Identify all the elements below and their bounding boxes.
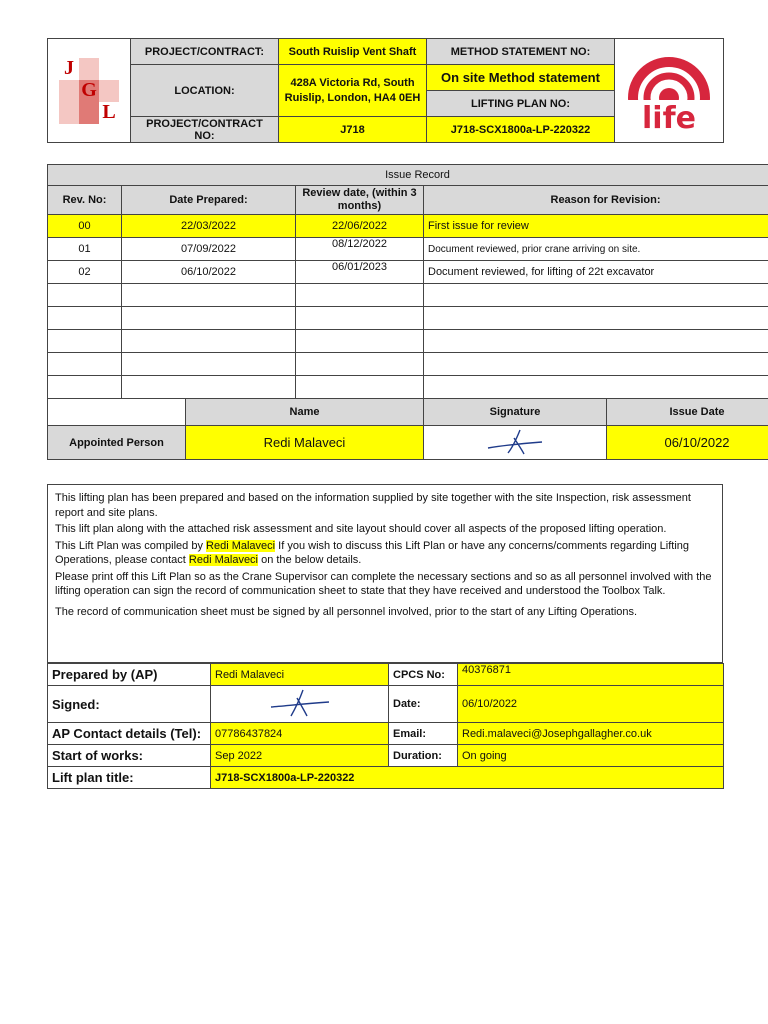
signature-icon	[480, 426, 550, 456]
blank-corner	[48, 399, 186, 426]
logo-letter-g: G	[79, 80, 99, 102]
note-paragraph: This lift plan along with the attached risk assessment and site layout should cover all aspects of the proposed lifting operation.	[55, 523, 667, 535]
location-value: 428A Victoria Rd, South Ruislip, London, HA4 0EH	[279, 65, 427, 117]
note-paragraph: The record of communication sheet must be signed by all personnel involved, prior to the start of any Lifting Operations.	[55, 605, 638, 618]
table-row	[48, 261, 768, 284]
review-cell: 08/12/2022	[296, 238, 424, 261]
life-logo	[615, 39, 724, 143]
reason-cell: First issue for review	[424, 215, 768, 238]
cpcs-label: CPCS No:	[389, 664, 458, 686]
method-statement-label: METHOD STATEMENT NO:	[427, 39, 615, 65]
signature-cell	[424, 426, 607, 460]
note-paragraph: Please print off this Lift Plan so as the Crane Supervisor can complete the necessary sections and so as all personnel involved with the lifting operation can sign the record of communication sheet to state that they have received and understood the Toolbox Talk.	[55, 570, 712, 597]
life-logo-icon	[621, 48, 717, 134]
life-logo-text: life	[642, 100, 696, 134]
empty-row	[48, 284, 768, 307]
contact-value: 07786437824	[211, 723, 389, 745]
contact-label: AP Contact details (Tel):	[48, 723, 211, 745]
prepared-by-table	[47, 663, 724, 789]
date-cell: 07/09/2022	[122, 238, 296, 261]
cpcs-value: 40376871	[458, 664, 724, 686]
empty-row	[48, 307, 768, 330]
review-cell: 06/01/2023	[296, 261, 424, 284]
reason-cell: Document reviewed, prior crane arriving on site.	[424, 238, 768, 261]
appointed-person-name: Redi Malaveci	[186, 426, 424, 460]
col-date-prepared: Date Prepared:	[122, 186, 296, 215]
table-row	[48, 238, 768, 261]
date-label: Date:	[389, 686, 458, 723]
col-name: Name	[186, 399, 424, 426]
col-issue-date: Issue Date	[607, 399, 768, 426]
logo-letter-l: L	[99, 102, 119, 124]
location-label: LOCATION:	[131, 65, 279, 117]
prepared-by-label: Prepared by (AP)	[48, 664, 211, 686]
signed-signature-cell	[211, 686, 389, 723]
empty-row	[48, 330, 768, 353]
reason-cell: Document reviewed, for lifting of 22t excavator	[424, 261, 768, 284]
start-value: Sep 2022	[211, 745, 389, 767]
note-paragraph: This lifting plan has been prepared and based on the information supplied by site together with the site Inspection, risk assessment report and site plans.	[55, 492, 691, 519]
lift-plan-title-value: J718-SCX1800a-LP-220322	[211, 767, 724, 789]
project-no-label: PROJECT/CONTRACT NO:	[131, 117, 279, 143]
appointed-person-label: Appointed Person	[48, 426, 186, 460]
project-no-value: J718	[279, 117, 427, 143]
col-reason: Reason for Revision:	[424, 186, 768, 215]
duration-value: On going	[458, 745, 724, 767]
start-label: Start of works:	[48, 745, 211, 767]
note-paragraph: This Lift Plan was compiled by Redi Malaveci If you wish to discuss this Lift Plan or have any concerns/comments regarding Lifting Operations, please contact Redi Malaveci on the below details.	[55, 539, 690, 566]
lifting-plan-label: LIFTING PLAN NO:	[427, 91, 615, 117]
date-value: 06/10/2022	[458, 686, 724, 723]
review-cell: 22/06/2022	[296, 215, 424, 238]
date-cell: 22/03/2022	[122, 215, 296, 238]
method-statement-value: On site Method statement	[427, 65, 615, 91]
email-value: Redi.malaveci@Josephgallagher.co.uk	[458, 723, 724, 745]
rev-cell: 00	[48, 215, 122, 238]
highlighted-name: Redi Malaveci	[206, 539, 276, 552]
empty-row	[48, 376, 768, 399]
col-rev-no: Rev. No:	[48, 186, 122, 215]
issue-record-title: Issue Record	[48, 165, 768, 186]
lift-plan-title-label: Lift plan title:	[48, 767, 211, 789]
highlighted-name: Redi Malaveci	[188, 554, 259, 566]
lifting-plan-value: J718-SCX1800a-LP-220322	[427, 117, 615, 143]
rev-cell: 01	[48, 238, 122, 261]
rev-cell: 02	[48, 261, 122, 284]
project-contract-label: PROJECT/CONTRACT:	[131, 39, 279, 65]
prepared-by-value: Redi Malaveci	[211, 664, 389, 686]
signature-icon	[265, 687, 335, 719]
col-review-date: Review date, (within 3 months)	[296, 186, 424, 215]
jgl-logo	[48, 39, 131, 143]
col-signature: Signature	[424, 399, 607, 426]
table-row	[48, 215, 768, 238]
project-header-table	[47, 38, 724, 143]
issue-date-value: 06/10/2022	[607, 426, 768, 460]
signed-label: Signed:	[48, 686, 211, 723]
duration-label: Duration:	[389, 745, 458, 767]
issue-record-table	[47, 164, 768, 460]
project-contract-value: South Ruislip Vent Shaft	[279, 39, 427, 65]
logo-letter-j: J	[59, 58, 79, 80]
email-label: Email:	[389, 723, 458, 745]
empty-row	[48, 353, 768, 376]
date-cell: 06/10/2022	[122, 261, 296, 284]
lifting-plan-notes	[47, 484, 723, 663]
